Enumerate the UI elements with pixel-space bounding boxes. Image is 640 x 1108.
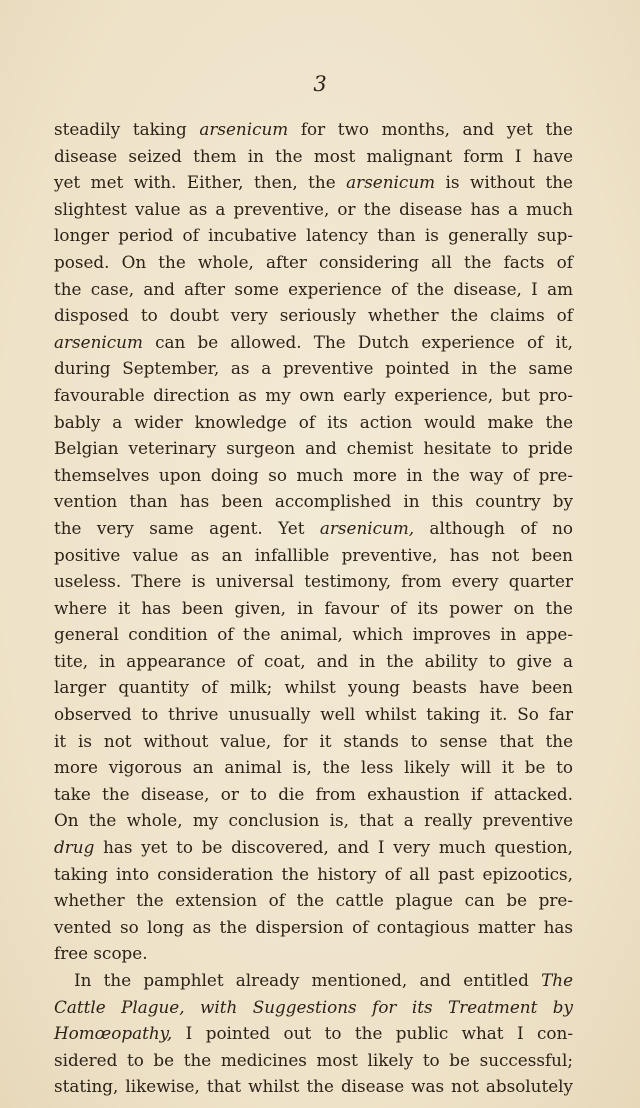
text-line [54,462,573,489]
text-segment: more vigorous an animal is, the less likely will it be to [54,757,573,778]
text-line [54,807,573,834]
text-line [54,781,573,808]
text-segment: I pointed out to the public what I con- [172,1023,573,1044]
text-line [54,1020,573,1047]
text-line [54,568,573,595]
text-segment: disease seized them in the most malignant form I have [54,145,573,166]
text-segment: general condition of the animal, which improves in appe- [54,624,573,645]
text-segment: tite, in appearance of coat, and in the ability to give a [54,650,573,671]
text-line [54,595,573,622]
text-line [54,302,573,329]
text-segment: In the pamphlet already mentioned, and entitled [74,970,542,990]
text-line [54,488,573,515]
text-segment: taking into consideration the history of all past epizootics, [54,863,573,884]
text-segment: disposed to doubt very seriously whether the claims of [54,305,573,326]
italic-text: arsenicum [346,172,436,193]
text-line [54,674,573,701]
text-segment: larger quantity of milk; whilst young beasts have been [54,677,573,698]
text-line [54,435,573,462]
text-segment: although of no [414,517,573,538]
text-line [54,648,573,675]
italic-text: drug [54,837,95,858]
text-segment: vented so long as the dispersion of contagious matter has [54,916,573,937]
text-segment: has yet to be discovered, and I very much question, [94,837,573,858]
text-segment: during September, as a preventive pointed in the same [54,358,573,379]
text-segment: take the disease, or to die from exhaustion if attacked. [54,783,573,804]
text-segment: steadily taking [54,119,200,139]
text-segment: free scope. [54,943,148,964]
text-segment: longer period of incubative latency than is generally sup- [54,225,573,246]
text-line [54,861,573,888]
text-segment: stating, likewise, that whilst the disease was not absolutely [54,1076,573,1097]
text-line [54,1047,573,1074]
text-line [54,994,573,1021]
italic-text: Cattle Plague, with Suggestions for its Treatment by [54,996,573,1017]
text-segment: favourable direction as my own early experience, but pro- [54,384,573,405]
text-line [54,542,573,569]
italic-text: arsenicum, [319,517,415,538]
text-segment: the case, and after some experience of the disease, I am [54,278,573,299]
text-segment: it is not without value, for it stands to sense that the [54,730,573,751]
text-segment: bably a wider knowledge of its action would make the [54,411,573,432]
text-segment: observed to thrive unusually well whilst taking it. So far [54,704,573,725]
text-line [54,143,573,170]
text-line [54,329,573,356]
text-line [54,754,573,781]
text-line [54,1073,573,1100]
text-line [54,967,573,994]
text-segment: can be allowed. The Dutch experience of it, [142,331,573,352]
text-line [54,621,573,648]
text-line [54,914,573,941]
italic-text: arsenicum [54,331,143,352]
text-line [54,940,573,967]
text-segment: for two months, and yet the [288,119,573,139]
italic-text: The [541,970,573,990]
text-line [54,887,573,914]
text-line [54,116,573,143]
text-line [54,409,573,436]
text-line [54,834,573,861]
text-line [54,355,573,382]
italic-text: arsenicum [199,119,289,139]
body-text [54,116,573,1100]
text-line [54,169,573,196]
italic-text: Homœopathy, [54,1023,173,1044]
text-segment: useless. There is universal testimony, from every quarter [54,571,573,592]
text-line [54,382,573,409]
text-segment: whether the extension of the cattle plague can be pre- [54,890,573,911]
text-line [54,276,573,303]
text-line [54,249,573,276]
text-segment: positive value as an infallible preventive, has not been [54,544,573,565]
text-segment: posed. On the whole, after considering all the facts of [54,251,573,272]
text-line [54,728,573,755]
text-segment: the very same agent. Yet [54,517,320,538]
text-segment: Belgian veterinary surgeon and chemist hesitate to pride [54,438,573,459]
text-segment: sidered to be the medicines most likely to be successful; [54,1049,573,1070]
text-segment: vention than has been accomplished in this country by [54,491,573,512]
text-segment: yet met with. Either, then, the [54,172,347,193]
text-segment: is without the [435,172,573,193]
page-number: 3 [313,72,327,96]
text-line [54,222,573,249]
text-segment: where it has been given, in favour of its power on the [54,597,573,618]
text-segment: On the whole, my conclusion is, that a really preventive [54,810,573,831]
text-line [54,515,573,542]
text-line [54,196,573,223]
text-segment: slightest value as a preventive, or the disease has a much [54,198,573,219]
text-segment: themselves upon doing so much more in the way of pre- [54,464,573,485]
text-line [54,701,573,728]
